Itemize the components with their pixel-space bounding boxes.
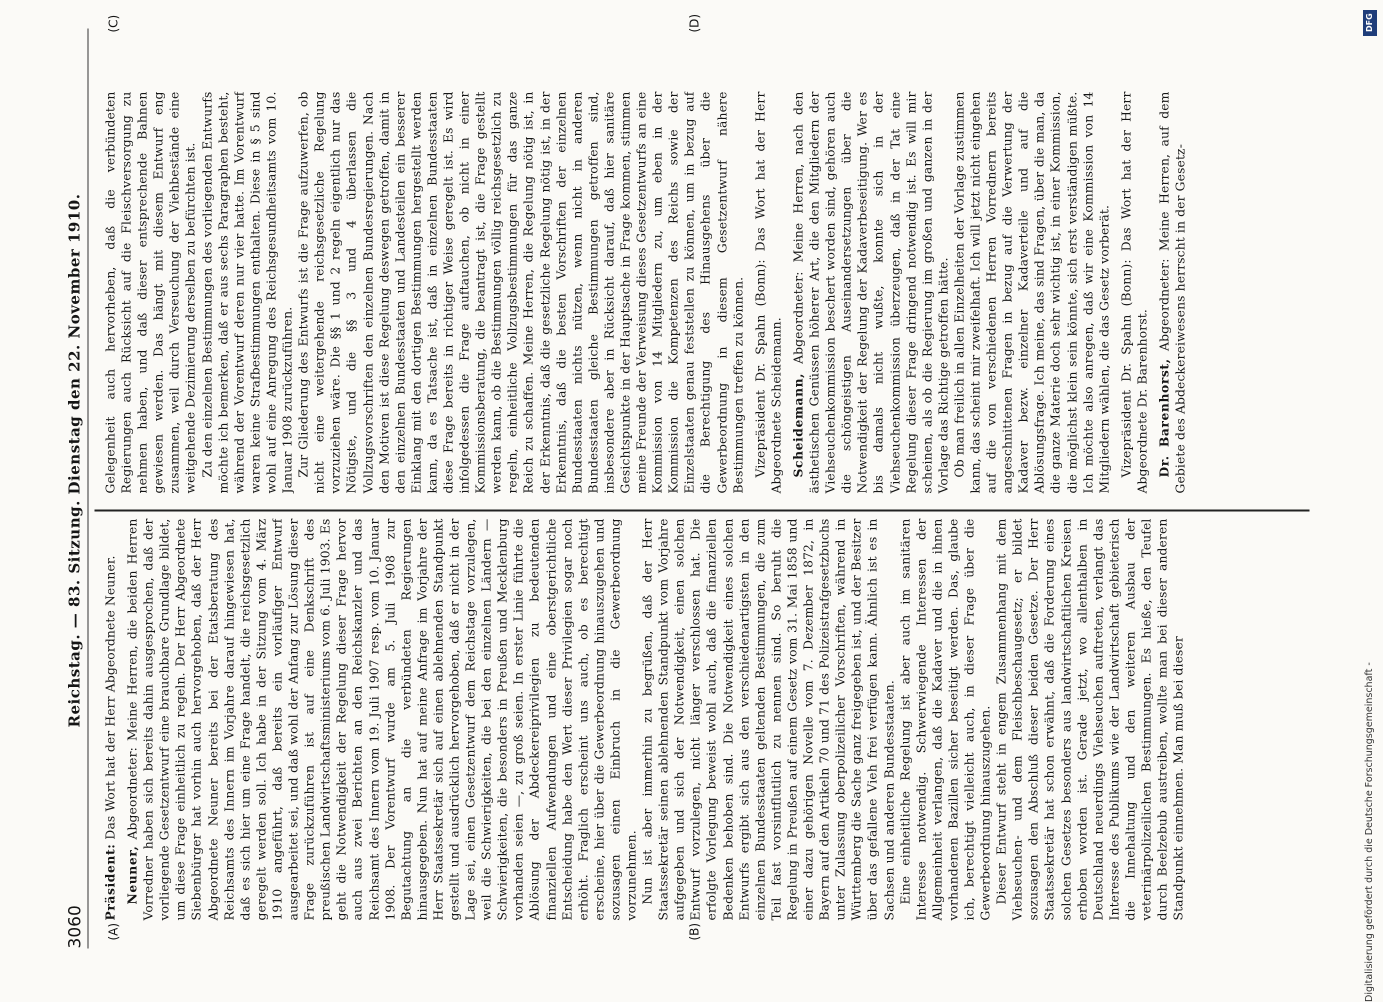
- paragraph-text: Eine einheitliche Regelung ist aber auch im sanitären Interesse notwendig. Schwerwiegende Interessen der Allgemeinheit verlangen, daß die Kadaver und die in ihnen vorhandenen Bazillen sicher beseitigt werden. Das, glaube ich, berechtigt vielleicht auch, in dieser Frage über die Gewerbeordnung hinauszugehen.: [898, 518, 993, 921]
- page-number: 3060: [65, 905, 86, 949]
- column-divider: [95, 510, 1310, 512]
- paragraph-text: Das Wort hat der Herr Abgeordnete Neuner.: [103, 555, 118, 844]
- paragraph-text: Abgeordneter: Meine Herren, die beiden Herren Vorredner haben sich bereits dahin ausgesprochen, daß der vorliegende Gesetzentwurf eine brauchbare Grundlage bildet, um diese Frage einheitlich zu regeln. Der Herr Abgeordnete Siebenbürger hat vorhin auch hervorgehoben, daß der Herr Abgeordnete Neuner bereits bei der Etatsberatung des Reichsamts des Innern im Vorjahre darauf hingewiesen hat, daß es sich hier um eine Frage handelt, die reichsgesetzlich geregelt werden soll. Ich habe in der Sitzung vom 4. März 1910 angeführt, daß bereits ein vorläufiger Entwurf ausgearbeitet sei, und daß wohl der Anfang zur Lösung dieser Frage zurückzuführen ist auf eine Denkschrift des preußischen Landwirtschaftsministeriums vom 6. Juli 1903. Es geht die Notwendigkeit der Regelung dieser Frage hervor auch aus zwei Berichten an den Reichskanzler und das Reichsamt des Innern vom 19. Juli 1907 resp. vom 10. Januar 1908. Der Vorentwurf wurde am 5. Juli 1908 zur Begutachtung an die verbündeten Regierungen hinausgegeben. Nun hat auf meine Anfrage im Vorjahre der Herr Staatssekretär sich auf einen ablehnenden Standpunkt gestellt und ausdrücklich hervorgehoben, daß er nicht in der Lage sei, einen Gesetzentwurf dem Reichstage vorzulegen, weil die Schwierigkeiten, die bei den einzelnen Ländern — Schwierigkeiten, die besonders in Preußen und Mecklenburg vorhanden seien —, zu groß seien. In erster Linie führte die Ablösung der Abdeckereiprivilegien zu bedeutenden finanziellen Aufwendungen und eine oberstgerichtliche Entscheidung habe den Wert dieser Privilegien sogar noch erhöht. Fraglich erscheint uns auch, ob es berechtigt erscheine, hier über die Gewerbeordnung hinauszugehen und sozusagen einen Einbruch in die Gewerbeordnung vorzunehmen.: [125, 518, 639, 921]
- digitization-stamp: [1363, 10, 1377, 1002]
- paragraph-text: Abgeordneter: Meine Herren, nach den ästhetischen Genüssen höherer Art, die den Mitgliedern der Viehseuchenkommission beschert worden sind, gehören auch die schöngeistigen Auseinandersetzungen über die Notwendigkeit der Regelung der Kadaverbeseitigung. Wer es bis damals nicht wußte, konnte sich in der Viehseuchenkommission überzeugen, daß in der Tat eine Regelung dieser Frage dringend notwendig ist. Es will mir scheinen, als ob die Regierung im großen und ganzen in der Vorlage das Richtige getroffen hätte.: [791, 91, 951, 494]
- speaker-name: Scheidemann,: [790, 372, 806, 478]
- paragraph: [103, 92, 200, 494]
- margin-mark-c: (C): [106, 14, 121, 33]
- paragraph: [752, 92, 784, 494]
- paragraph-text: Zur Gliederung des Entwurfs ist die Frage aufzuwerfen, ob nicht eine weitergehende reichsgesetzliche Regelung vorzuziehen wäre. Die §§ 1 und 2 regeln eigentlich nur das Nötigste, und die §§ 3 und 4 überlassen die Vollzugsvorschriften den einzelnen Bundesregierungen. Nach den Motiven ist diese Regelung deswegen getroffen, damit in den einzelnen Bundesstaaten und Landesteilen ein besserer Einklang mit den dortigen Bestimmungen hergestellt werden kann, da es Tatsache ist, daß in einzelnen Bundesstaaten diese Frage bereits in richtiger Weise geregelt ist. Es wird infolgedessen die Frage auftauchen, ob nicht in einer Kommissionsberatung, die beantragt ist, die Frage gestellt werden kann, ob die Bestimmungen völlig reichsgesetzlich zu regeln, einheitliche Vollzugsbestimmungen für das ganze Reich zu schaffen. Meine Herren, die Regelung nötig ist, in der Erkenntnis, daß die gesetzliche Regelung nötig ist, in der Erkenntnis, daß die besten Vorschriften der einzelnen Bundesstaaten nichts nützen, wenn nicht in anderen Bundesstaaten gleiche Bestimmungen getroffen sind, insbesondere aber in Rücksicht darauf, daß hier sanitäre Gesichtspunkte in der Hauptsache in Frage kommen, stimmen meine Freunde der Verweisung dieses Gesetzentwurfs an eine Kommission von 14 Mitgliedern zu, um eben in der Kommission die Kompetenzen des Reichs sowie der Einzelstaaten genau feststellen zu können, um in bezug auf die Berechtigung des Hinausgehens über die Gewerbeordnung in diesem Gesetzentwurf nähere Bestimmungen treffen zu können.: [296, 91, 746, 494]
- paragraph: [296, 92, 747, 494]
- paragraph-text: Gelegenheit auch hervorheben, daß die verbündeten Regierungen auch Rücksicht auf die Fleischversorgung zu nehmen haben, und daß dieser entsprechende Bahnen gewiesen werden. Das hängt mit diesem Entwurf eng zusammen, weil durch Verseuchung der Viehbestände eine weitgehende Dezimierung derselben zu befürchten ist.: [103, 91, 198, 494]
- speaker-name: Präsident:: [102, 843, 118, 921]
- right-text-column: [103, 92, 1308, 494]
- paragraph-text: Ob man freilich in allen Einzelheiten der Vorlage zustimmen kann, das scheint mir zweifelhaft. Ich will jetzt nicht eingehen auf die von verschiedenen Herren Vorrednern bereits angeschnittenen Fragen in bezug auf die Verwertung der Kadaver bezw. einzelner Kadaverteile und auf die Ablösungsfrage. Ich meine, das sind Fragen, über die man, da die ganze Materie doch sehr wichtig ist, in einer Kommission, die möglichst klein sein könnte, sich erst verständigen müßte. Ich möchte also anregen, daß wir eine Kommission von 14 Mitgliedern wählen, die das Gesetz vorberät.: [952, 91, 1112, 494]
- margin-mark-a: (A): [106, 922, 121, 941]
- paragraph-text: Vizepräsident Dr. Spahn (Bonn): Das Wort hat der Herr Abgeordnete Dr. Barenhorst.: [1119, 91, 1150, 494]
- paragraph: [103, 519, 119, 921]
- paragraph-text: Zu den einzelnen Bestimmungen des vorliegenden Entwurfs möchte ich bemerken, daß er aus sechs Paragraphen besteht, während der Vorentwurf deren nur vier hatte. Im Vorentwurf waren keine Strafbestimmungen enthalten. Diese in § 5 sind wohl auf eine Anregung des Reichsgesundheitsamts vom 10. Januar 1908 zurückzuführen.: [200, 91, 295, 494]
- digitization-note: Digitalisierung gefördert durch die Deutsche Forschungsgemeinschaft -: [1364, 662, 1375, 1002]
- paragraph: [1157, 92, 1189, 494]
- margin-mark-d: (D): [687, 13, 702, 33]
- speaker-name: Neuner,: [124, 845, 140, 905]
- margin-mark-b: (B): [687, 922, 702, 941]
- paragraph: [994, 519, 1187, 921]
- document-page: [0, 1, 1383, 1001]
- paragraph: [640, 519, 898, 921]
- paragraph-text: Vizepräsident Dr. Spahn (Bonn): Das Wort hat der Herr Abgeordnete Scheidemann.: [753, 91, 784, 494]
- paragraph: [951, 92, 1112, 494]
- paragraph-text: Dieser Entwurf steht in engem Zusammenhang mit dem Viehseuchen- und dem Fleischbeschaugesetz; er bildet sozusagen den Abschluß dieser beiden Gesetze. Der Herr Staatssekretär hat schon erwähnt, daß die Forderung eines solchen Gesetzes besonders aus landwirtschaftlichen Kreisen erhoben worden ist. Gerade jetzt, wo allenthalben in Deutschland neuerdings Viehseuchen auftreten, verlangt das Interesse des Publikums wie der Landwirtschaft gebieterisch die Innehaltung und den weiteren Ausbau der veterinärpolizeilichen Bestimmungen. Es hieße, den Teufel durch Beelzebub austreiben, wollte man bei dieser anderen Standpunkt einnehmen. Man muß bei dieser: [994, 518, 1186, 921]
- paragraph: [125, 519, 640, 921]
- left-text-column: [103, 519, 1308, 921]
- dfg-logo: DFG: [1363, 10, 1377, 36]
- paragraph-text: Nun ist aber immerhin zu begrüßen, daß der Herr Staatssekretär seinen ablehnenden Standpunkt vom Vorjahre aufgegeben und sich der Notwendigkeit, einen solchen Entwurf vorzulegen, nicht länger verschlossen hat. Die erfolgte Vorlegung beweist wohl auch, daß die finanziellen Bedenken behoben sind. Die Notwendigkeit eines solchen Entwurfs ergibt sich aus den verschiedenartigsten in den einzelnen Bundesstaaten geltenden Bestimmungen, die zum Teil fast vorsintflutlich zu nennen sind. So beruht die Regelung in Preußen auf einem Gesetz vom 31. Mai 1858 und einer dazu gehörigen Novelle vom 7. Dezember 1872, in Bayern auf den Artikeln 70 und 71 des Polizeistrafgesetzbuchs unter Zulassung oberpolizeilicher Vorschriften, während in Württemberg die Sache ganz freigegeben ist, und der Besitzer über das gefallene Vieh frei verfügen kann. Ähnlich ist es in Sachsen und anderen Bundesstaaten.: [640, 518, 896, 921]
- header-rule: [88, 29, 89, 949]
- paragraph-text: Abgeordneter: Meine Herren, auf dem Gebiete des Abdeckereiwesens herrscht in der Gesetz-: [1157, 91, 1188, 494]
- paragraph: [790, 92, 951, 494]
- speaker-name: Dr. Barenhorst,: [1156, 358, 1172, 478]
- running-title: Reichstag. — 83. Sitzung. Dienstag den 22. November 1910.: [65, 193, 84, 728]
- paragraph: [199, 92, 296, 494]
- paragraph: [897, 519, 994, 921]
- paragraph: [1118, 92, 1150, 494]
